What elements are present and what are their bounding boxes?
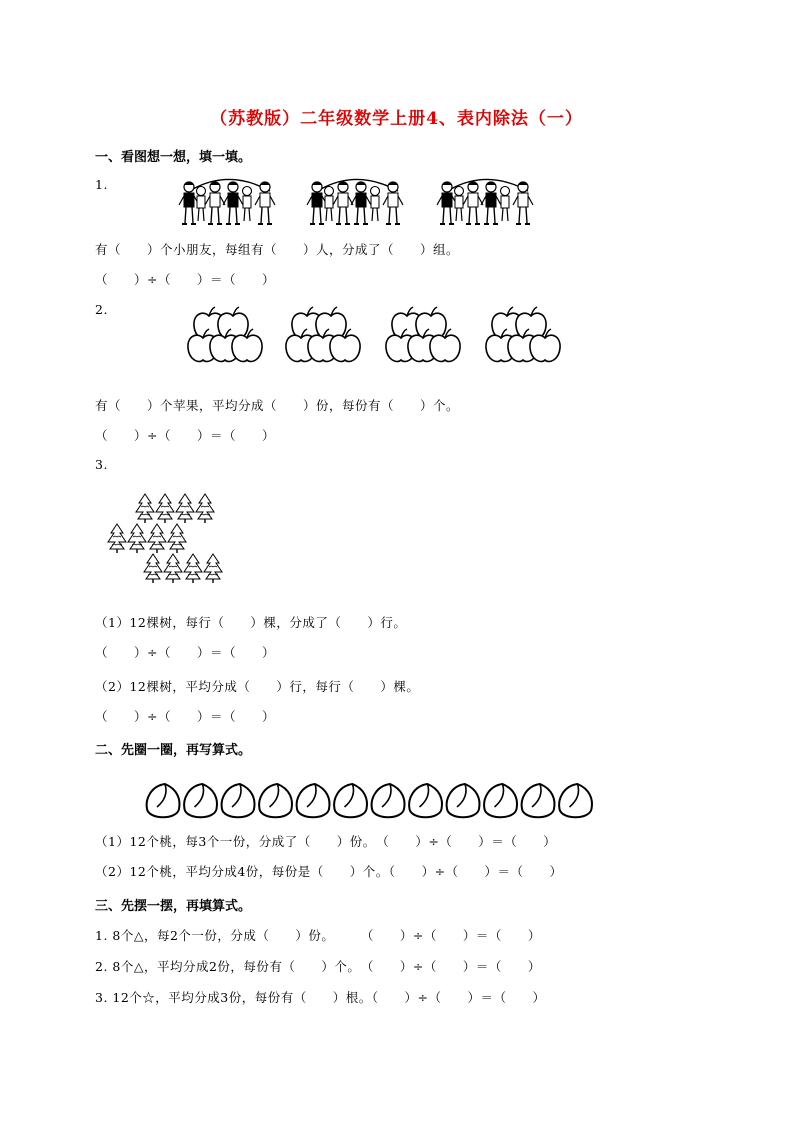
child-figure <box>383 182 403 224</box>
section3-part3: 3. 12个☆，平均分成3份，每份有（ ）根。（ ）÷（ ）＝（ ） <box>95 990 546 1005</box>
child-figure <box>351 182 371 224</box>
child-figure <box>501 187 510 222</box>
tree-icon <box>156 494 174 523</box>
tree-icon <box>204 554 222 583</box>
section3-part1: 1. 8个△，每2个一份，分成（ ）份。 （ ）÷（ ）＝（ ） <box>95 928 541 943</box>
section2-part2: （2）12个桃，平均分成4份，每份是（ ）个。（ ）÷（ ）＝（ ） <box>95 864 563 879</box>
section2-heading: 二、先圈一圈，再写算式。 <box>95 743 252 758</box>
section2-part1: （1）12个桃，每3个一份，分成了（ ）份。 （ ）÷（ ）＝（ ） <box>95 834 557 849</box>
child-figure <box>333 182 353 224</box>
peach-icon <box>222 784 255 817</box>
child-figure <box>371 187 380 222</box>
peach-icon <box>372 784 405 817</box>
peach-icon <box>147 784 180 817</box>
section3-heading: 三、先摆一摆，再填算式。 <box>95 899 252 914</box>
peach-row-illustration <box>145 782 615 824</box>
peach-icon <box>484 784 517 817</box>
tree-icon <box>196 494 214 523</box>
q3-formula2: （ ）÷（ ）＝（ ） <box>95 709 275 724</box>
child-figure <box>255 182 275 224</box>
child-figure <box>455 187 464 222</box>
child-figure <box>205 182 225 224</box>
peach-icon <box>259 784 292 817</box>
tree-rows-illustration <box>100 490 235 585</box>
tree-icon <box>168 524 186 553</box>
tree-icon <box>148 524 166 553</box>
section1-heading: 一、看图想一想，填一填。 <box>95 150 252 165</box>
child-figure <box>463 182 483 224</box>
q3-part2: （2）12棵树，平均分成（ ）行，每行（ ）棵。 <box>95 679 420 694</box>
q1-fill-line: 有（ ）个小朋友，每组有（ ）人，分成了（ ）组。 <box>95 242 460 257</box>
apple-group <box>386 307 460 362</box>
q2-formula: （ ）÷（ ）＝（ ） <box>95 428 275 443</box>
peach-icon <box>297 784 330 817</box>
peach-icon <box>409 784 442 817</box>
child-figure <box>197 187 206 222</box>
apple-group <box>188 307 262 362</box>
q2-number: 2. <box>95 302 108 317</box>
tree-icon <box>176 494 194 523</box>
child-figure <box>437 182 457 224</box>
peach-icon <box>447 784 480 817</box>
tree-icon <box>184 554 202 583</box>
children-groups-illustration <box>175 175 545 231</box>
peach-icon <box>184 784 217 817</box>
tree-icon <box>136 494 154 523</box>
section3-part2: 2. 8个△，平均分成2份，每份有（ ）个。 （ ）÷（ ）＝（ ） <box>95 959 541 974</box>
children-group <box>179 179 275 224</box>
children-group <box>307 179 403 224</box>
q3-formula1: （ ）÷（ ）＝（ ） <box>95 645 275 660</box>
tree-icon <box>128 524 146 553</box>
peach-icon <box>559 784 592 817</box>
q3-part1: （1）12棵树，每行（ ）棵，分成了（ ）行。 <box>95 615 407 630</box>
peach-icon <box>334 784 367 817</box>
children-group <box>437 179 533 224</box>
child-figure <box>513 182 533 224</box>
tree-icon <box>108 524 126 553</box>
apple-groups-illustration <box>185 308 560 368</box>
apple-group <box>286 307 360 362</box>
q1-formula: （ ）÷（ ）＝（ ） <box>95 272 275 287</box>
child-figure <box>223 182 243 224</box>
child-figure <box>179 182 199 224</box>
child-figure <box>325 187 334 222</box>
tree-icon <box>164 554 182 583</box>
q1-number: 1. <box>95 177 108 192</box>
peach-icon <box>522 784 555 817</box>
child-figure <box>243 187 252 222</box>
q2-fill-line: 有（ ）个苹果，平均分成（ ）份，每份有（ ）个。 <box>95 398 460 413</box>
page-title: （苏教版）二年级数学上册4、表内除法（一） <box>210 109 583 129</box>
tree-icon <box>144 554 162 583</box>
q3-number: 3. <box>95 457 108 472</box>
apple-group <box>486 307 560 362</box>
child-figure <box>307 182 327 224</box>
child-figure <box>481 182 501 224</box>
